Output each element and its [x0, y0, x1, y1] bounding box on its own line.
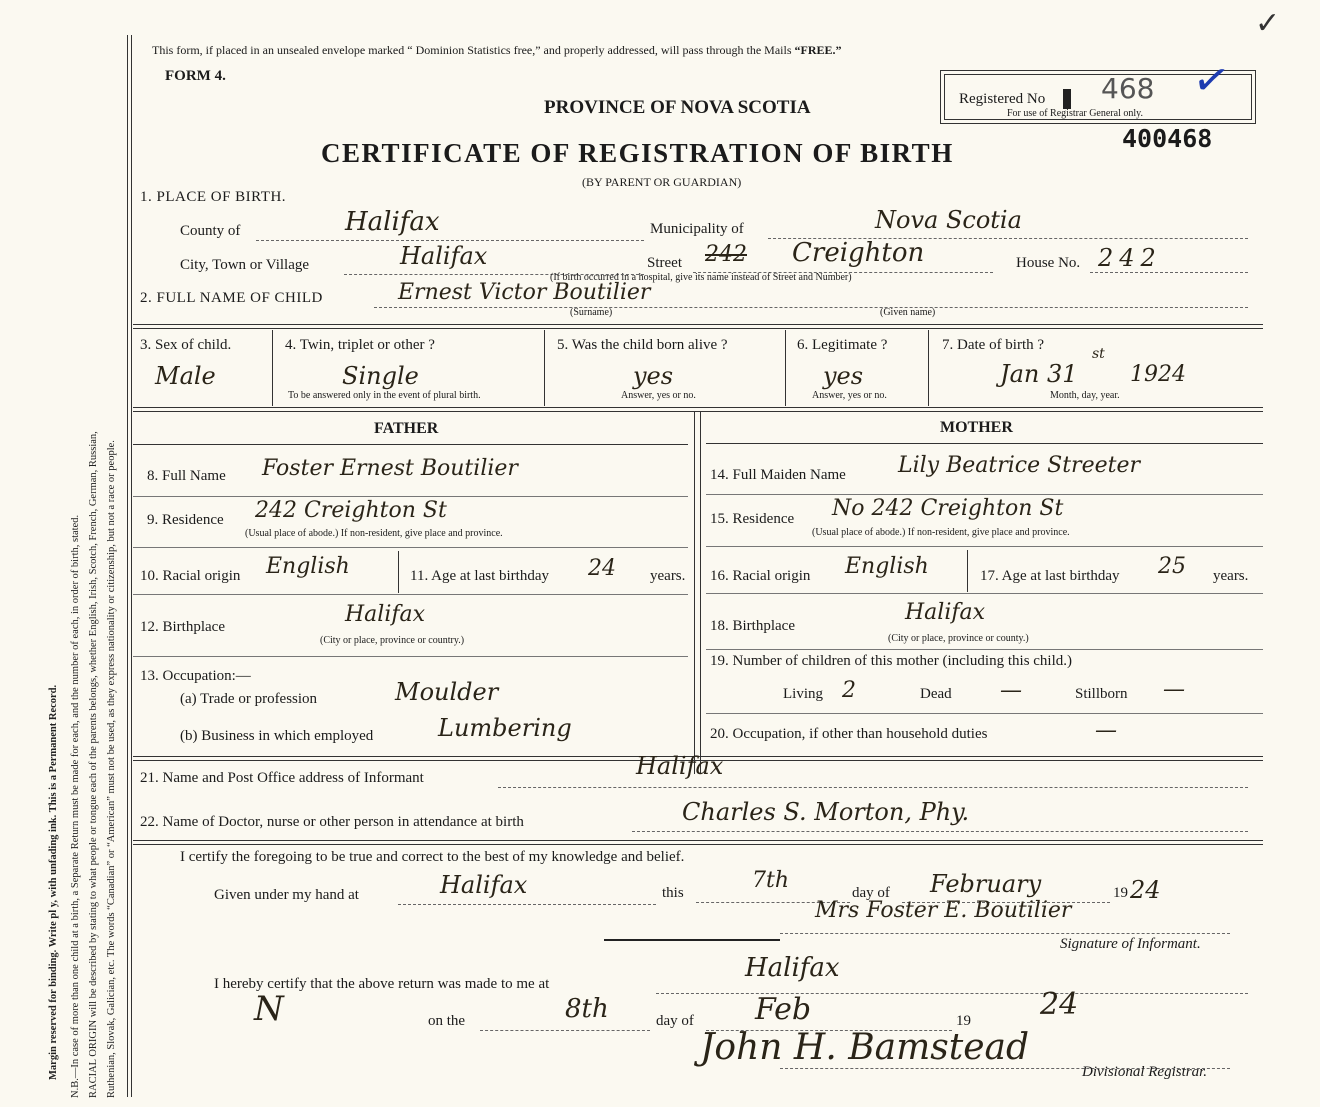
- living-value: 2: [842, 678, 856, 703]
- child-name-line: [374, 307, 1248, 308]
- mother-age-value: 25: [1158, 554, 1186, 579]
- registered-label: Registered No: [959, 91, 1046, 107]
- given-place-value: Halifax: [440, 871, 528, 899]
- father-business-value: Lumbering: [438, 714, 572, 742]
- mother-name-label: 14. Full Maiden Name: [710, 467, 846, 483]
- mother-row-line-4: [706, 649, 1263, 650]
- street-value: Creighton: [792, 238, 925, 268]
- registrar-day-line: [480, 1030, 650, 1031]
- city-label: City, Town or Village: [180, 257, 310, 273]
- father-birthplace-note: (City or place, province or country.): [320, 635, 465, 646]
- col-divider-4: [928, 330, 929, 406]
- mother-name-value: Lily Beatrice Streeter: [898, 453, 1140, 478]
- certify-year-value: 24: [1130, 876, 1161, 904]
- mother-birthplace-value: Halifax: [905, 600, 986, 625]
- margin-note-line2: RACIAL ORIGIN will be described by stating to what people or tongue each of the parents belongs, whether English, Irish, Scotch, French, German, Russian,: [88, 431, 99, 1098]
- father-racial-label: 10. Racial origin: [140, 568, 241, 584]
- stillborn-value: —: [1163, 677, 1185, 702]
- informant-line: [498, 787, 1248, 788]
- father-age-value: 24: [588, 556, 616, 581]
- dob-value: Jan 31: [1000, 360, 1078, 388]
- house-label: House No.: [1016, 255, 1081, 271]
- mother-children-label: 19. Number of children of this mother (including this child.): [710, 653, 1073, 669]
- mother-occupation-value: —: [1095, 718, 1117, 743]
- dob-suffix: st: [1092, 346, 1105, 362]
- margin-note-line4: Margin reserved for binding. Write pl y, with unfading ink. This is a Permanent Record.: [48, 684, 59, 1080]
- mother-birthplace-note: (City or place, province or county.): [888, 633, 1029, 644]
- county-label: County of: [180, 223, 241, 239]
- street-struck-value: 242: [705, 242, 747, 267]
- father-birthplace-value: Halifax: [345, 602, 426, 627]
- registered-number: 468: [1101, 72, 1155, 105]
- separator-4: [133, 840, 1263, 845]
- day-of-label: day of: [852, 885, 890, 901]
- father-row-line-1: [133, 496, 688, 497]
- street-label: Street: [647, 255, 682, 271]
- margin-note-line3: N.B.—In case of more than one child at a birth, a Separate Return must be made for each, and the number of each, in order of birth, stated.: [70, 514, 81, 1098]
- certify-year-prefix: 19: [1113, 885, 1128, 901]
- registrar-year-prefix: 19: [956, 1013, 971, 1029]
- legitimate-value: yes: [823, 362, 864, 390]
- father-name-value: Foster Ernest Boutilier: [262, 456, 518, 481]
- municipality-value: Nova Scotia: [875, 206, 1022, 234]
- legitimate-note: Answer, yes or no.: [812, 390, 887, 401]
- mother-heading: MOTHER: [940, 419, 1013, 436]
- father-heading-line: [133, 444, 688, 445]
- dob-label: 7. Date of birth ?: [942, 337, 1045, 353]
- separator-2: [133, 407, 1263, 412]
- mail-notice: [152, 43, 842, 58]
- col-divider-1: [272, 330, 273, 406]
- mail-notice-text: This form, if placed in an unsealed envelope marked “ Dominion Statistics free,” and properly addressed, will pass through the Mails: [152, 43, 795, 57]
- registered-number-box: [940, 52, 1256, 124]
- dead-label: Dead: [920, 686, 952, 702]
- doctor-label: 22. Name of Doctor, nurse or other person in attendance at birth: [140, 814, 524, 830]
- dob-year: 1924: [1130, 362, 1186, 387]
- col-divider-3: [785, 330, 786, 406]
- county-value: Halifax: [345, 207, 440, 237]
- mail-notice-free: “FREE.”: [794, 43, 842, 57]
- stamp-number: 400468: [1122, 124, 1213, 153]
- place-of-birth-heading: 1. PLACE OF BIRTH.: [140, 189, 287, 205]
- registrar-statement: I hereby certify that the above return was made to me at: [214, 976, 550, 992]
- mother-row-line-1: [706, 494, 1263, 495]
- legitimate-label: 6. Legitimate ?: [797, 337, 888, 353]
- doctor-value: Charles S. Morton, Phy.: [682, 798, 970, 826]
- child-name-label: 2. FULL NAME OF CHILD: [140, 290, 323, 306]
- father-residence-label: 9. Residence: [147, 512, 224, 528]
- father-birthplace-label: 12. Birthplace: [140, 619, 225, 635]
- father-residence-value: 242 Creighton St: [255, 498, 447, 523]
- registrar-signature: John H. Bamstead: [700, 1027, 1030, 1068]
- certify-divider: [604, 939, 780, 941]
- form-number: FORM 4.: [165, 68, 226, 84]
- living-label: Living: [783, 686, 823, 702]
- registrar-place-line: [656, 993, 1248, 994]
- twin-label: 4. Twin, triplet or other ?: [285, 337, 435, 353]
- mother-occupation-label: 20. Occupation, if other than household duties: [710, 726, 988, 742]
- father-trade-label: (a) Trade or profession: [180, 691, 318, 707]
- mother-age-unit: years.: [1213, 568, 1249, 584]
- registrar-year-value: 24: [1040, 987, 1079, 1022]
- father-racial-divider: [398, 551, 399, 593]
- father-heading: FATHER: [374, 420, 439, 437]
- twin-note: To be answered only in the event of plural birth.: [288, 390, 481, 401]
- city-value: Halifax: [400, 242, 488, 270]
- father-occupation-label: 13. Occupation:—: [140, 668, 251, 684]
- separator-1: [133, 324, 1263, 329]
- certificate-subtitle: (BY PARENT OR GUARDIAN): [582, 175, 742, 189]
- registrar-day-value: 8th: [565, 994, 609, 1024]
- registrar-place-value: Halifax: [745, 953, 840, 983]
- county-line: [256, 240, 644, 241]
- twin-value: Single: [342, 362, 419, 390]
- mother-racial-value: English: [845, 554, 929, 579]
- father-row-line-4: [133, 656, 688, 657]
- mother-heading-line: [706, 443, 1263, 444]
- alive-label: 5. Was the child born alive ?: [557, 337, 728, 353]
- given-name-note: (Given name): [880, 307, 936, 318]
- father-racial-value: English: [266, 554, 350, 579]
- father-residence-note: (Usual place of abode.) If non-resident, give place and province.: [245, 528, 503, 539]
- given-label: Given under my hand at: [214, 887, 359, 903]
- mother-residence-label: 15. Residence: [710, 511, 795, 527]
- registrar-initials: N: [254, 989, 284, 1029]
- province-heading: PROVINCE OF NOVA SCOTIA: [544, 97, 811, 118]
- house-value: 242: [1098, 244, 1162, 272]
- mother-residence-note: (Usual place of abode.) If non-resident, give place and province.: [812, 527, 1070, 538]
- father-age-label: 11. Age at last birthday: [410, 568, 549, 584]
- registrar-month-value: Feb: [755, 992, 812, 1027]
- certificate-title: CERTIFICATE OF REGISTRATION OF BIRTH: [321, 138, 954, 168]
- registrar-only-note: For use of Registrar General only.: [1007, 108, 1143, 119]
- father-row-line-2: [133, 547, 688, 548]
- certify-statement: I certify the foregoing to be true and correct to the best of my knowledge and belief.: [180, 849, 685, 865]
- mother-birthplace-label: 18. Birthplace: [710, 618, 795, 634]
- stillborn-label: Stillborn: [1075, 686, 1128, 702]
- given-place-line: [398, 904, 656, 905]
- mother-row-line-2: [706, 546, 1263, 547]
- parent-divider-2: [700, 412, 701, 774]
- house-line: [1090, 272, 1248, 273]
- binding-margin-line-2: [131, 35, 132, 1097]
- alive-value: yes: [633, 362, 674, 390]
- alive-note: Answer, yes or no.: [621, 390, 696, 401]
- father-business-label: (b) Business in which employed: [180, 728, 374, 744]
- dob-note: Month, day, year.: [1050, 390, 1120, 401]
- informant-signature: Mrs Foster E. Boutilier: [815, 898, 1072, 923]
- mother-residence-value: No 242 Creighton St: [832, 496, 1064, 521]
- municipality-label: Municipality of: [650, 221, 744, 237]
- binding-margin-line: [127, 35, 128, 1097]
- dead-value: —: [1000, 678, 1022, 703]
- informant-signature-label: Signature of Informant.: [1060, 936, 1201, 952]
- father-name-label: 8. Full Name: [147, 468, 226, 484]
- doctor-line: [632, 831, 1248, 832]
- child-name-value: Ernest Victor Boutilier: [398, 280, 651, 305]
- on-the-label: on the: [428, 1013, 466, 1029]
- father-row-line-3: [133, 594, 688, 595]
- surname-note: (Surname): [570, 307, 613, 318]
- parent-divider: [694, 412, 695, 774]
- this-label: this: [662, 885, 684, 901]
- father-trade-value: Moulder: [395, 678, 499, 706]
- informant-sig-line: [780, 933, 1230, 934]
- registrar-day-of-label: day of: [656, 1013, 694, 1029]
- father-age-unit: years.: [650, 568, 686, 584]
- registrar-signature-label: Divisional Registrar.: [1082, 1064, 1208, 1080]
- mother-racial-divider: [967, 550, 968, 592]
- certify-day-value: 7th: [752, 868, 790, 893]
- col-divider-2: [544, 330, 545, 406]
- mother-racial-label: 16. Racial origin: [710, 568, 811, 584]
- mother-row-line-3: [706, 593, 1263, 594]
- ink-blot: [1063, 89, 1071, 109]
- informant-value: Halifax: [636, 752, 724, 780]
- mother-age-label: 17. Age at last birthday: [980, 568, 1120, 584]
- certify-month-value: February: [930, 870, 1042, 898]
- blue-check-mark: ✓: [1188, 52, 1235, 109]
- sex-value: Male: [155, 362, 216, 390]
- informant-label: 21. Name and Post Office address of Informant: [140, 770, 424, 786]
- margin-note-line1: Ruthenian, Slovak, Galician, etc. The words “Canadian” or “American” must not be used, as they express nationality or citizenship, but not a race or people.: [106, 440, 117, 1098]
- sex-label: 3. Sex of child.: [140, 337, 232, 353]
- hospital-note: (If birth occurred in a hospital, give its name instead of Street and Number): [550, 272, 852, 283]
- corner-check-mark: ✓: [1255, 6, 1281, 41]
- mother-row-line-5: [706, 713, 1263, 714]
